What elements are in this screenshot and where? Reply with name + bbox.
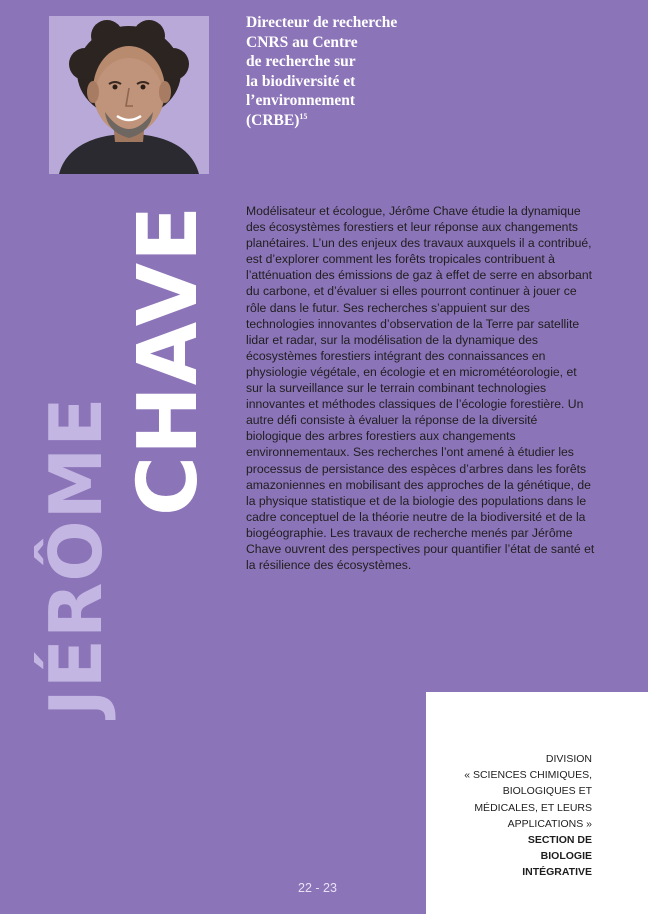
division-line: APPLICATIONS » — [507, 817, 592, 830]
page-number: 22 - 23 — [298, 881, 337, 895]
last-name: CHAVE — [121, 204, 216, 516]
biography-text: Modélisateur et écologue, Jérôme Chave étudie la dynamique des écosystèmes forestiers et leur réponse aux changements planétaires. L’un des enjeux des travaux auxquels il a contribué, est d’explorer comment les forêts tropicales contribuent à l’atténuation des émissions de gaz à effet de serre en absorbant du carbone, et d’évaluer si elles pourront continuer à jouer ce rôle dans le futur. Ses recherches s’appuient sur des technologies innovantes d’observation de la Terre par satellite lidar et radar, sur la modélisation de la dynamique des écosystèmes forestiers intégrant des connaissances en physiologie végétale, en écologie et en micrométéorologie, et sur la surveillance sur le terrain combinant technologies innovantes et méthodes classiques de l’écologie forestière. Un autre défi consiste à évaluer la réponse de la diversité biologique des arbres forestiers aux changements environnementaux. Ses recherches l’ont amené à étudier les processus de persistance des espèces d’arbres dans les forêts amazoniennes en mobilisant des approches de la génétique, de la physique statistique et de la biologie des populations dans le cadre conceptuel de la théorie neutre de la biodiversité et de la biogéographie. Les travaux de recherche menés par Jérôme Chave ouvrent des perspectives pour quantifier l’état de santé et la résilience des écosystèmes. — [246, 204, 595, 573]
footnote-reference: 15 — [299, 111, 308, 121]
job-title-line: Directeur de recherche — [246, 14, 398, 31]
job-title-line: la biodiversité et — [246, 72, 356, 90]
section-line: INTÉGRATIVE — [522, 866, 592, 879]
job-title-line — [246, 111, 436, 131]
division-line: « SCIENCES CHIMIQUES, — [464, 769, 592, 782]
job-title — [246, 13, 436, 130]
section-line: SECTION DE — [527, 834, 592, 847]
portrait-illustration — [49, 16, 209, 174]
division-line: BIOLOGIQUES ET — [502, 785, 592, 798]
division-line: MÉDICALES, ET LEURS — [474, 801, 592, 814]
job-title-line: CNRS au Centre — [246, 33, 358, 51]
portrait-photo — [49, 16, 209, 174]
job-title-acronym: (CRBE) — [246, 111, 300, 129]
division-info — [412, 751, 592, 881]
division-line: DIVISION — [545, 753, 592, 765]
section-line: BIOLOGIE — [540, 850, 592, 863]
job-title-line: de recherche sur — [246, 53, 356, 70]
first-name: JÉRÔME — [34, 396, 118, 716]
job-title-line: l’environnement — [246, 92, 356, 109]
